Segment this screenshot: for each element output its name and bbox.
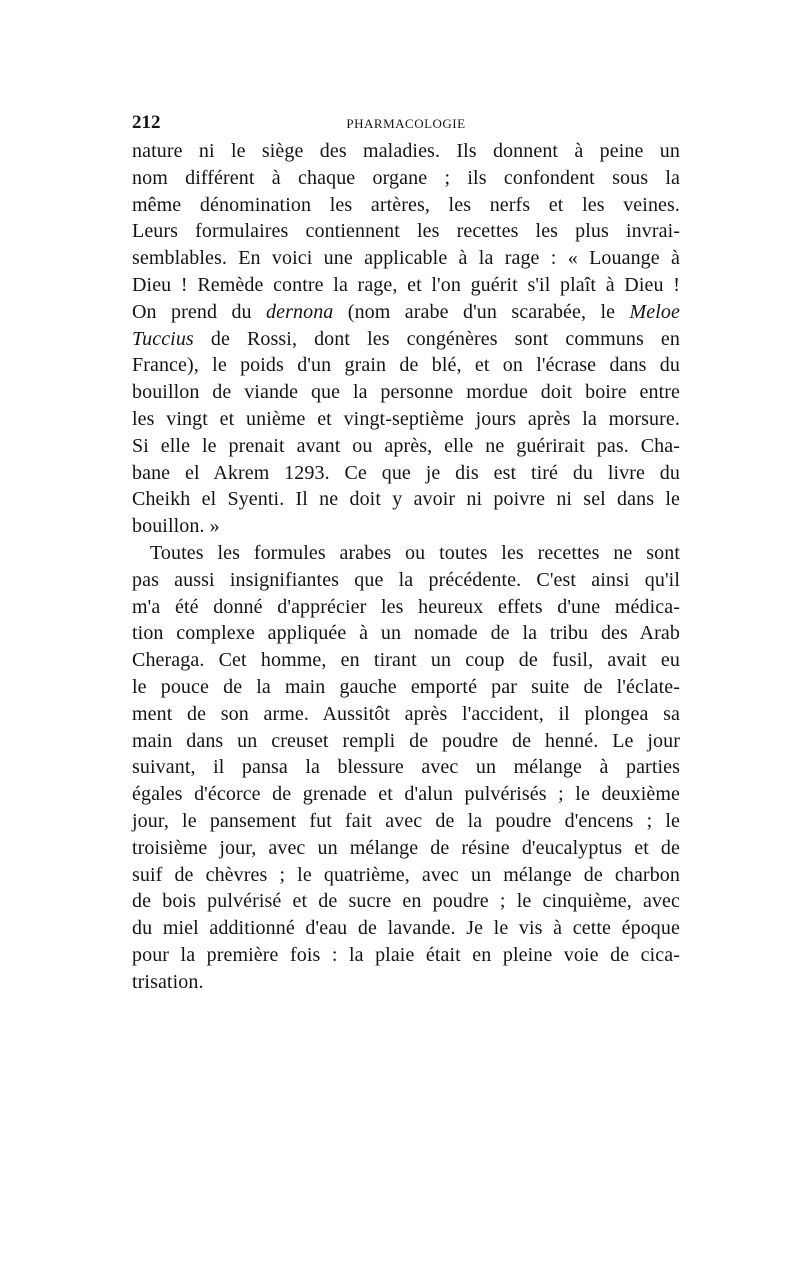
paragraph: [132, 540, 680, 996]
text-line: nature ni le siège des maladies. Ils donnent à peine un: [132, 140, 680, 162]
text-line: France), le poids d'un grain de blé, et on l'écrase dans du: [132, 354, 680, 377]
text-line: bouillon de viande que la personne mordue doit boire entre: [132, 381, 680, 404]
text-line: Leurs formulaires contiennent les recettes les plus invrai-: [132, 220, 680, 243]
paragraph: [132, 138, 680, 540]
text-line: Cheraga. Cet homme, en tirant un coup de fusil, avait eu: [132, 649, 680, 672]
italic-term: Tuccius: [132, 327, 194, 350]
text-line: jour, le pansement fut fait avec de la poudre d'encens ; le: [132, 809, 680, 832]
text-line: trisation.: [132, 970, 204, 993]
text-line: pour la première fois : la plaie était en pleine voie de cica-: [132, 943, 680, 966]
text-line: [132, 326, 680, 353]
text-line: Dieu ! Remède contre la rage, et l'on guérit s'il plaît à Dieu !: [132, 273, 680, 296]
text-segment: On prend du: [132, 300, 267, 323]
italic-term: Meloe: [629, 300, 680, 323]
running-title: PHARMACOLOGIE: [346, 116, 466, 131]
text-line: ment de son arme. Aussitôt après l'accident, il plongea sa: [132, 702, 680, 725]
text-line: tion complexe appliquée à un nomade de la tribu des Arab: [132, 622, 680, 645]
text-line: suif de chèvres ; le quatrième, avec un mélange de charbon: [132, 863, 680, 886]
text-line: semblables. En voici une applicable à la rage : « Louange à: [132, 247, 680, 270]
text-segment: (nom arabe d'un scarabée, le: [333, 300, 630, 323]
text-line: nom différent à chaque organe ; ils confondent sous la: [132, 166, 680, 189]
text-line: égales d'écorce de grenade et d'alun pulvérisés ; le deuxième: [132, 783, 680, 806]
text-line: de bois pulvérisé et de sucre en poudre ; le cinquième, avec: [132, 890, 680, 913]
page-number: 212: [132, 112, 161, 133]
book-page: [132, 112, 680, 996]
text-line: bouillon. »: [132, 515, 220, 538]
text-line: troisième jour, avec un mélange de résine d'eucalyptus et de: [132, 836, 680, 859]
text-line: main dans un creuset rempli de poudre de henné. Le jour: [132, 729, 680, 752]
text-line: du miel additionné d'eau de lavande. Je le vis à cette époque: [132, 917, 680, 940]
italic-term: dernona: [266, 300, 334, 323]
text-line: le pouce de la main gauche emporté par suite de l'éclate-: [132, 675, 680, 698]
text-line: Toutes les formules arabes ou toutes les recettes ne sont: [150, 541, 680, 564]
text-line: bane el Akrem 1293. Ce que je dis est tiré du livre du: [132, 461, 680, 484]
text-segment: de Rossi, dont les congénères sont communs en: [193, 327, 680, 350]
text-line: [132, 299, 680, 326]
text-line: les vingt et unième et vingt-septième jours après la morsure.: [132, 407, 680, 430]
text-line: suivant, il pansa la blessure avec un mélange à parties: [132, 756, 680, 779]
body-text: [132, 138, 680, 996]
text-line: m'a été donné d'apprécier les heureux effets d'une médica-: [132, 595, 680, 618]
running-head: [132, 112, 680, 134]
text-line: Cheikh el Syenti. Il ne doit y avoir ni poivre ni sel dans le: [132, 488, 680, 511]
text-line: pas aussi insignifiantes que la précédente. C'est ainsi qu'il: [132, 568, 680, 591]
text-line: même dénomination les artères, les nerfs et les veines.: [132, 193, 680, 216]
text-line: Si elle le prenait avant ou après, elle ne guérirait pas. Cha-: [132, 434, 680, 457]
